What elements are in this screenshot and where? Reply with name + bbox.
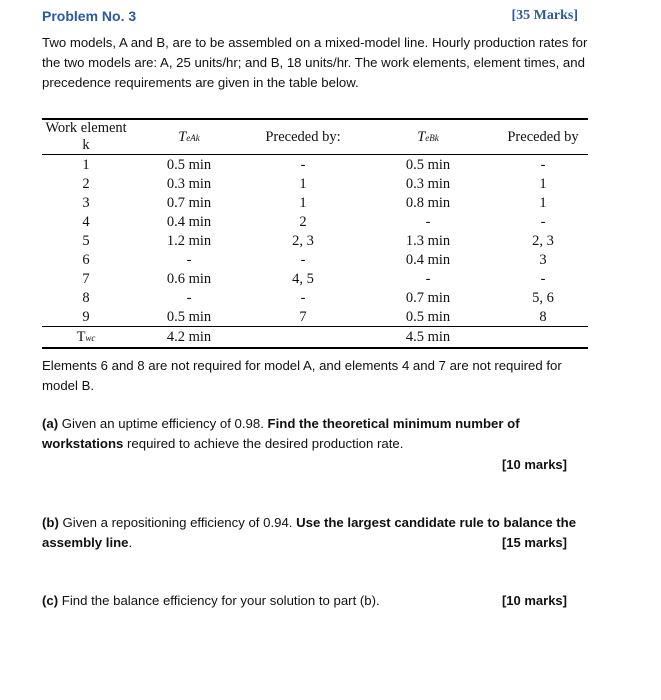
cell-pb: 1 xyxy=(539,194,547,211)
question-a-pre: Given an uptime efficiency of 0.98. xyxy=(61,416,268,431)
cell-ta: - xyxy=(186,289,192,306)
cell-ta: 0.4 min xyxy=(166,213,212,230)
cell-k: 7 xyxy=(82,270,90,287)
table-row xyxy=(42,174,588,193)
total-label xyxy=(42,327,130,349)
cell-tb: 0.7 min xyxy=(405,289,451,306)
col-preceded-a: Preceded by: xyxy=(248,119,358,155)
problem-title: Problem No. 3 xyxy=(42,8,137,24)
cell-pb: 5, 6 xyxy=(532,289,554,306)
twc-main: T xyxy=(76,328,86,345)
cell-tb: 0.5 min xyxy=(405,156,451,173)
cell-pa: 2, 3 xyxy=(292,232,314,249)
cell-pb: - xyxy=(540,156,546,173)
cell-k: 9 xyxy=(82,308,90,325)
cell-tb: - xyxy=(425,213,431,230)
table-row xyxy=(42,269,588,288)
tea-main: T xyxy=(178,128,187,145)
col-teb xyxy=(358,119,498,155)
cell-pa: 1 xyxy=(299,194,307,211)
table-row xyxy=(42,288,588,307)
table-row xyxy=(42,155,588,175)
col-preceded-b: Preceded by xyxy=(498,119,588,155)
cell-ta: 0.7 min xyxy=(166,194,212,211)
table-row xyxy=(42,212,588,231)
problem-intro: Two models, A and B, are to be assembled on a mixed-model line. Hourly production rates for the two models are: A, 25 units/hr; and B, 18 units/hr. The work elements, element times, and precedence requirements are given in the table below. xyxy=(42,35,588,90)
col-work-element: Work element k xyxy=(42,119,130,155)
cell-tb: 0.4 min xyxy=(405,251,451,268)
total-ta: 4.2 min xyxy=(130,327,248,349)
cell-pa: - xyxy=(300,289,306,306)
question-c-marks: [10 marks] xyxy=(501,593,567,608)
cell-k: 3 xyxy=(82,194,90,211)
cell-pb: - xyxy=(540,213,546,230)
cell-pb: 2, 3 xyxy=(532,232,554,249)
total-row xyxy=(42,327,588,349)
total-pb xyxy=(498,327,588,349)
cell-k: 1 xyxy=(82,156,90,173)
question-a-label: (a) xyxy=(42,416,59,431)
table-row xyxy=(42,307,588,327)
cell-tb: - xyxy=(425,270,431,287)
cell-pa: 1 xyxy=(299,175,307,192)
cell-tb: 0.8 min xyxy=(405,194,451,211)
total-marks: [35 Marks] xyxy=(511,8,578,23)
elements-note: Elements 6 and 8 are not required for model A, and elements 4 and 7 are not required for model B. xyxy=(42,358,562,393)
twc-sub: wc xyxy=(85,332,96,343)
cell-k: 6 xyxy=(82,251,90,268)
question-c-label: (c) xyxy=(42,593,59,608)
cell-pa: 2 xyxy=(299,213,307,230)
cell-pa: - xyxy=(300,251,306,268)
cell-pa: 7 xyxy=(299,308,307,325)
total-tb: 4.5 min xyxy=(358,327,498,349)
cell-ta: 0.3 min xyxy=(166,175,212,192)
question-b-marks: [15 marks] xyxy=(501,535,567,550)
question-a-marks: [10 marks] xyxy=(501,457,567,472)
cell-pb: 8 xyxy=(539,308,547,325)
cell-ta: 0.5 min xyxy=(166,156,212,173)
table-row xyxy=(42,231,588,250)
cell-k: 2 xyxy=(82,175,90,192)
cell-ta: 1.2 min xyxy=(166,232,212,249)
tea-sub: eAk xyxy=(186,132,200,143)
question-a xyxy=(42,414,582,454)
question-b-label: (b) xyxy=(42,515,59,530)
total-pa xyxy=(248,327,358,349)
table-header-row xyxy=(42,119,588,155)
cell-tb: 1.3 min xyxy=(405,232,451,249)
cell-tb: 0.3 min xyxy=(405,175,451,192)
cell-k: 5 xyxy=(82,232,90,249)
teb-main: T xyxy=(417,128,426,145)
table-row xyxy=(42,193,588,212)
col-tea xyxy=(130,119,248,155)
cell-k: 4 xyxy=(82,213,90,230)
question-a-bold: Find the theoretical minimum number of workstations xyxy=(42,416,520,451)
cell-pb: 3 xyxy=(539,251,547,268)
cell-tb: 0.5 min xyxy=(405,308,451,325)
table-row xyxy=(42,250,588,269)
work-elements-table xyxy=(42,118,588,349)
cell-pa: 4, 5 xyxy=(292,270,314,287)
question-c-pre: Find the balance efficiency for your solution to part (b). xyxy=(61,593,380,608)
cell-ta: 0.6 min xyxy=(166,270,212,287)
question-b-pre: Given a repositioning efficiency of 0.94. xyxy=(62,515,297,530)
question-b-post: . xyxy=(128,535,133,550)
cell-pa: - xyxy=(300,156,306,173)
cell-pb: 1 xyxy=(539,175,547,192)
cell-ta: - xyxy=(186,251,192,268)
question-a-post: required to achieve the desired production rate. xyxy=(123,436,404,451)
cell-pb: - xyxy=(540,270,546,287)
question-b-bold: Use the largest candidate rule to balance the assembly line xyxy=(42,515,577,550)
cell-ta: 0.5 min xyxy=(166,308,212,325)
cell-k: 8 xyxy=(82,289,90,306)
teb-sub: eBk xyxy=(425,132,439,143)
